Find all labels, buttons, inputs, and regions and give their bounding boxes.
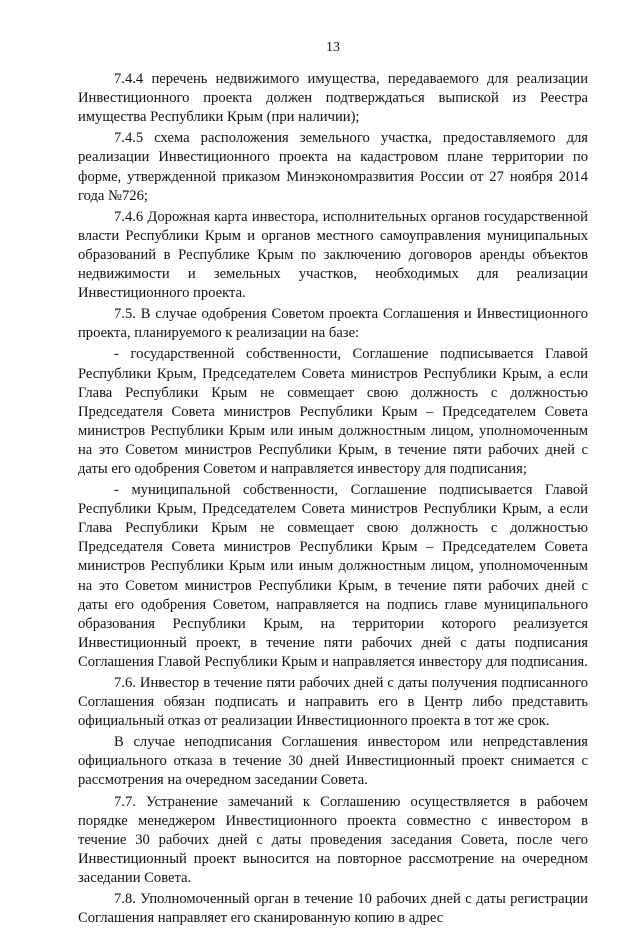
paragraph-7-5: 7.5. В случае одобрения Советом проекта Соглашения и Инвестиционного проекта, планируемого к реализации на базе: [78, 306, 588, 342]
paragraph-7-4-6: 7.4.6 Дорожная карта инвестора, исполнительных органов государственной власти Республики Крым и органов местного самоуправления муниципальных образований в Республике Крым по заключению договоров аренды объектов недвижимости и земельных участков, необходимых для реализации Инвестиционного проекта. [78, 208, 588, 302]
paragraph-7-6: 7.6. Инвестор в течение пяти рабочих дней с даты получения подписанного Соглашения обязан подписать и направить его в Центр либо представить официальный отказ от реализации Инвестиционного проекта в тот же срок. [78, 675, 588, 730]
paragraph-refusal: В случае неподписания Соглашения инвестором или непредставления официального отказа в течение 30 дней Инвестиционный проект снимается с рассмотрения на очередном заседании Совета. [78, 734, 588, 789]
paragraph-7-4-5: 7.4.5 схема расположения земельного участка, предоставляемого для реализации Инвестиционного проекта на кадастровом плане территории по форме, утвержденной приказом Минэкономразвития России от 27 ноября 2014 года №726; [78, 130, 588, 204]
paragraph-7-4-4: 7.4.4 перечень недвижимого имущества, передаваемого для реализации Инвестиционного проекта должен подтверждаться выпиской из Реестра имущества Республики Крым (при наличии); [78, 71, 588, 126]
paragraph-municipal-property: - муниципальной собственности, Соглашение подписывается Главой Республики Крым, Председателем Совета министров Республики Крым, а если Глава Республики Крым не совмещает свою должность с должностью Председателя Совета министров Республики Крым – Председателем Совета министров Республики Крым или иным должностным лицом, уполномоченным на это Советом министров Республики Крым, в течение пяти рабочих дней с даты его одобрения Советом, направляется на подпись главе муниципального образования Республики Крым, на территории которого реализуется Инвестиционный проект, в течение пяти рабочих дней с даты подписания Соглашения Главой Республики Крым и направляется инвестору для подписания. [78, 482, 588, 670]
paragraph-7-7: 7.7. Устранение замечаний к Соглашению осуществляется в рабочем порядке менеджером Инвестиционного проекта совместно с инвестором в течение 30 рабочих дней с даты проведения заседания Совета, после чего Инвестиционный проект выносится на повторное рассмотрение на очередном заседании Совета. [78, 793, 588, 886]
page-number: 13 [326, 40, 340, 55]
paragraph-state-property: - государственной собственности, Соглашение подписывается Главой Республики Крым, Председателем Совета министров Республики Крым, а если Глава Республики Крым не совмещает свою должность с должностью Председателя Совета министров Республики Крым – Председателем Совета министров Республики Крым или иным должностным лицом, уполномоченным на это Советом министров Республики Крым, в течение пяти рабочих дней с даты его одобрения Советом и направляется инвестору для подписания; [78, 346, 588, 477]
paragraph-7-8: 7.8. Уполномоченный орган в течение 10 рабочих дней с даты регистрации Соглашения направляет его сканированную копию в адрес [78, 891, 588, 927]
